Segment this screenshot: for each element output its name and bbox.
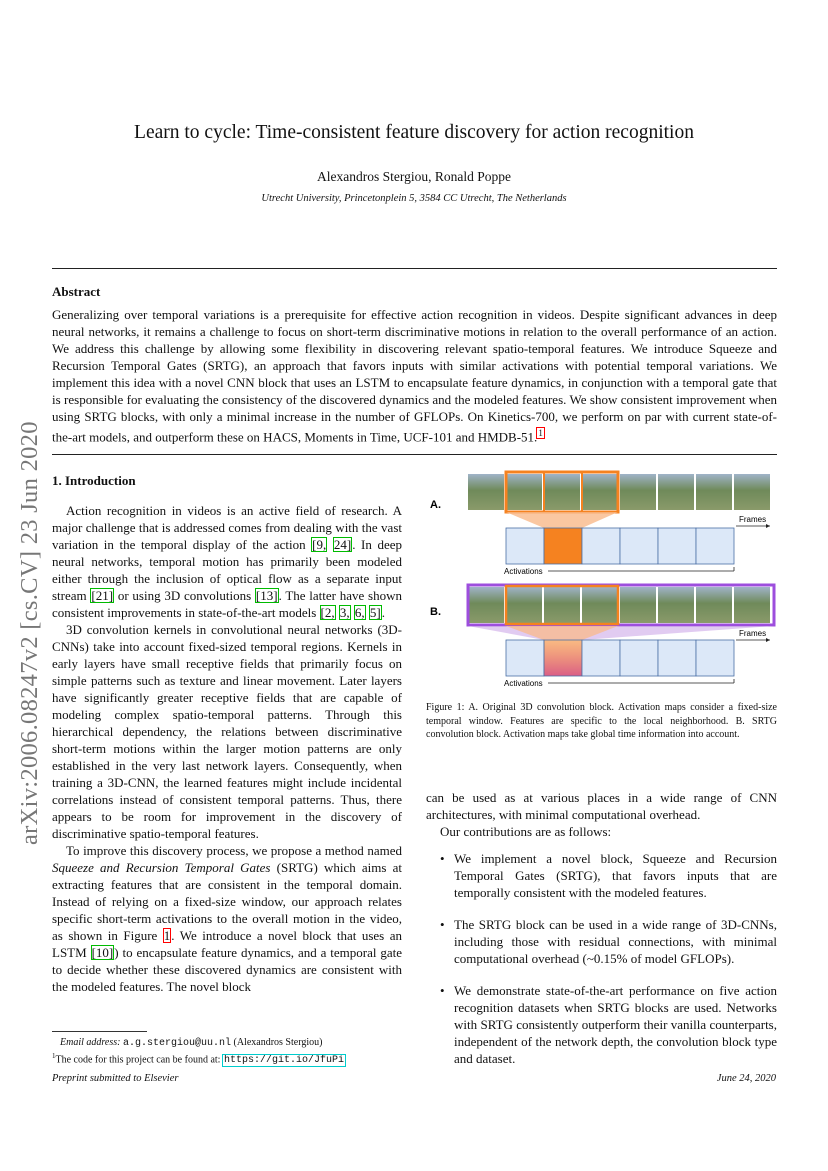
abstract-heading: Abstract: [52, 284, 101, 299]
activation-cell: [506, 640, 544, 676]
frames-label-b: Frames: [739, 629, 767, 638]
contribution-item: • We demonstrate state-of-the-art performance on five action recognition datasets when SRTG blocks are used. Networks with SRTG consistently outperform their vanilla counterparts, independent of the network depth, the convolution block type and dataset.: [426, 982, 777, 1067]
activation-cell: [696, 528, 734, 564]
activation-cell: [506, 528, 544, 564]
video-frame: [734, 474, 770, 510]
activation-cell-active: [544, 528, 582, 564]
right-paragraph-1: can be used as at various places in a wide range of CNN architectures, with minimal computational overhead.: [426, 790, 777, 822]
paper-authors: Alexandros Stergiou, Ronald Poppe: [317, 169, 511, 184]
activation-map-b: [506, 640, 734, 676]
frames-arrow-icon: [766, 638, 770, 642]
video-frame: [468, 474, 504, 510]
abstract-top-rule: [52, 268, 777, 269]
paper-title: Learn to cycle: Time-consistent feature discovery for action recognition: [134, 122, 694, 143]
frames-strip-b: [468, 585, 774, 625]
activation-cell: [582, 640, 620, 676]
figure-ref-link[interactable]: 1: [163, 928, 171, 943]
activation-cell: [696, 640, 734, 676]
paper-affiliation: Utrecht University, Princetonplein 5, 3584 CC Utrecht, The Netherlands: [261, 193, 567, 204]
video-frame: [506, 474, 542, 510]
projection-cone-a: [506, 512, 618, 528]
abstract-text: Generalizing over temporal variations is a prerequisite for effective action recognition in videos. Despite significant advances in deep neural networks, it remains a challenge to focus on short-term discriminative motions in relation to the overall performance of an action. We address this challenge by allowing some flexibility in discovering relevant spatio-temporal features. We introduce Squeeze and Recursion Temporal Gates (SRTG), an approach that favors inputs with similar activations with potential temporal variations. We implement this idea with a novel CNN block that uses an LSTM to encapsulate feature dynamics, in conjunction with a temporal gate that is responsible for evaluating the consistency of the discovered dynamics and the modeled features. We show consistent improvement when using SRTG blocks, with only a minimal increase in the number of GFLOPs. On Kinetics-700, we perform on par with current state-of-the-art models, and outperform these on HACS, Moments in Time, UCF-101 and HMDB-51.: [52, 307, 777, 445]
arxiv-sidebar-id: arXiv:2006.08247v2 [cs.CV] 23 Jun 2020: [16, 421, 43, 845]
text-span: (SRTG) which aims at extracting features that are consistent in the temporal domain. Instead of relying on a fixed-size window, our approach relates specific short-term activations to the overall motion in the video, as shown in Figure: [52, 860, 402, 943]
contributions-list: [426, 850, 777, 1067]
video-frame: [620, 474, 656, 510]
video-frame: [506, 587, 542, 623]
activation-cell: [658, 528, 696, 564]
footer-date: June 24, 2020: [716, 1073, 776, 1084]
video-frame: [582, 587, 618, 623]
video-frame: [696, 587, 732, 623]
intro-paragraph-2: 3D convolution kernels in convolutional neural networks (3D-CNNs) take into account fixed-sized temporal regions. Kernels in early layers have small receptive fields that primarily focus on simple patterns such as texture and linear movement. Later layers have significantly greater receptive fields that are capable of modeling complex spatio-temporal patterns. Through this hierarchical dependency, the relations between discriminative short-term motions within the larger motion patterns are only established in the very last network layers. Consequently, when training a 3D-CNN, the learned features might include incidental correlations instead of consistent temporal patterns. Thus, there appears to be room for improvement in the discovery of discriminative spatio-temporal features.: [52, 622, 402, 841]
citation-link[interactable]: 3,: [339, 605, 350, 620]
activation-cell: [620, 528, 658, 564]
citation-link[interactable]: 5]: [369, 605, 381, 620]
activation-cell: [658, 640, 696, 676]
figure-1-diagram: [428, 470, 780, 695]
text-span: To improve this discovery process, we propose a method named: [66, 843, 402, 858]
citation-link[interactable]: 24]: [333, 537, 352, 552]
footnote-email: [52, 1036, 410, 1050]
email-label: Email address:: [60, 1037, 121, 1048]
activations-label-a: Activations: [504, 567, 543, 576]
footnote-marker: 1: [52, 1052, 56, 1060]
footnote-link[interactable]: 1: [538, 428, 543, 438]
code-url-link[interactable]: https://git.io/JfuPi: [223, 1055, 344, 1067]
abstract-bottom-rule: [52, 454, 777, 455]
text-span: .: [381, 605, 385, 620]
text-span: ) to encapsulate feature dynamics, and a temporal gate to decide whether these discovered dynamics are consistent with the modeled features. The novel block: [52, 945, 403, 994]
contribution-item: • We implement a novel block, Squeeze and Recursion Temporal Gates (SRTG), that favors inputs that are temporally consistent with the modeled features.: [426, 850, 777, 901]
right-column: [426, 789, 777, 1082]
video-frame: [734, 587, 770, 623]
citation-link[interactable]: [21]: [91, 588, 114, 603]
email-address[interactable]: a.g.stergiou@uu.nl: [122, 1038, 231, 1049]
contributions-intro: Our contributions are as follows:: [440, 824, 612, 839]
video-frame: [620, 587, 656, 623]
citation-link[interactable]: [2,: [320, 605, 335, 620]
activation-cell: [582, 528, 620, 564]
figure-label-a: A.: [430, 499, 441, 511]
text-span: . In deep neural networks, temporal motion has primarily been modeled either through the inclusion of optical flow as a separate input stream: [52, 537, 403, 603]
video-frame: [658, 587, 694, 623]
email-owner: (Alexandros Stergiou): [233, 1037, 323, 1048]
video-frame: [468, 587, 504, 623]
footnote-rule: [52, 1031, 147, 1032]
text-span: . We introduce a novel block that uses an LSTM: [52, 928, 402, 960]
activation-cell: [620, 640, 658, 676]
citation-link[interactable]: [9,: [312, 537, 327, 552]
contribution-item: • The SRTG block can be used in a wide range of 3D-CNNs, including those with residual connections, with minimal computational overhead (~0.15% of model GFLOPs).: [426, 916, 777, 967]
activations-label-b: Activations: [504, 679, 543, 688]
frames-arrow-icon: [766, 524, 770, 528]
video-frame: [544, 587, 580, 623]
section-heading-introduction: 1. Introduction: [52, 473, 136, 488]
citation-link[interactable]: [13]: [255, 588, 278, 603]
figure-1-caption: Figure 1: A. Original 3D convolution block. Activation maps consider a fixed-size temporal window. Features are specific to the local neighborhood. B. SRTG convolution block. Activation maps take global time information into account.: [426, 702, 777, 740]
figure-label-b: B.: [430, 606, 441, 618]
intro-paragraph-1: [52, 502, 402, 621]
footnote-1: [52, 1050, 412, 1067]
frames-strip-a: [468, 472, 770, 512]
text-span: Action recognition in videos is an active field of research. A major challenge that is addressed comes from dealing with the vast variation in the temporal display of the action: [52, 503, 402, 552]
citation-link[interactable]: [10]: [91, 945, 114, 960]
intro-paragraph-3: [52, 842, 402, 995]
video-frame: [696, 474, 732, 510]
text-span: or using 3D convolutions: [114, 588, 255, 603]
activation-map-a: [506, 528, 734, 564]
footer-preprint: Preprint submitted to Elsevier: [52, 1073, 179, 1084]
video-frame: [544, 474, 580, 510]
video-frame: [582, 474, 618, 510]
abstract-body: [52, 306, 777, 445]
text-span: . The latter have shown consistent improvements in state-of-the-art models: [52, 588, 402, 620]
method-name: Squeeze and Recursion Temporal Gates: [52, 860, 271, 875]
citation-link[interactable]: 6,: [354, 605, 365, 620]
video-frame: [658, 474, 694, 510]
footnote-text: The code for this project can be found at:: [55, 1054, 223, 1066]
activation-cell-active: [544, 640, 582, 676]
frames-label-a: Frames: [739, 515, 767, 524]
figure-1: [428, 470, 780, 695]
left-column: [52, 502, 402, 995]
